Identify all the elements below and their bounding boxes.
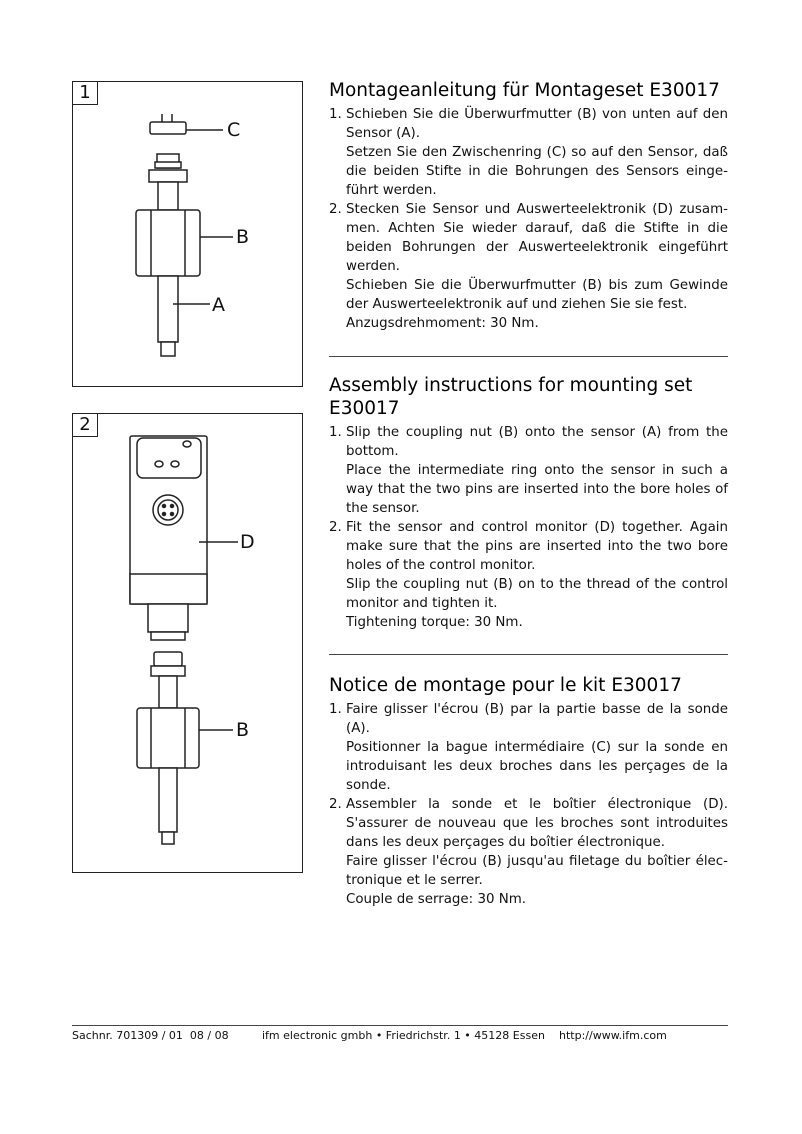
footer-part-number: Sachnr. 701309 / 01 08 / 08 <box>72 1029 229 1042</box>
section-english-steps <box>329 423 728 632</box>
sensor-rod <box>158 276 178 342</box>
figure-2-panel <box>72 413 303 873</box>
coupling-nut <box>136 210 200 276</box>
figure-1-label-c: C <box>227 119 241 141</box>
monitor-base <box>130 574 207 604</box>
sensor-neck-2 <box>159 676 177 708</box>
step-paragraph: Assembler la sonde et le boîtier électronique (D). S'assurer de nouveau que les broches sont introduites dans les deux perçages du boîtier électronique. <box>346 797 728 850</box>
step-number: 1. <box>329 702 342 717</box>
thread-collar <box>151 632 185 640</box>
step-2 <box>329 795 728 909</box>
step-paragraph: Positionner la bague intermédiaire (C) sur la sonde en introduisant les deux broches dans les perçages de la sonde. <box>346 740 728 793</box>
intermediate-ring <box>150 122 186 134</box>
step-number: 1. <box>329 425 342 440</box>
section-german-title: Montageanleitung für Montageset E30017 <box>329 80 720 101</box>
step-2 <box>329 518 728 632</box>
step-2 <box>329 200 728 333</box>
sensor-tip-2 <box>162 832 174 844</box>
figure-1-label-b: B <box>236 226 250 248</box>
sensor-flange-2 <box>151 666 185 676</box>
step-paragraph: Schieben Sie die Überwurfmutter (B) bis zum Gewinde der Auswerteelektronik auf und ziehen Sie sie fest. <box>346 278 728 312</box>
figure-2-label-d: D <box>240 531 255 553</box>
led-1 <box>155 461 163 467</box>
sensor-tip <box>161 342 175 356</box>
section-english <box>329 374 728 632</box>
step-paragraph: Stecken Sie Sensor und Auswerteelektronik (D) zusammen. Achten Sie wieder darauf, daß die Stifte in die beiden Bohrungen der Auswerteelektronik eingeführt werden. <box>346 202 728 274</box>
monitor-thread <box>148 604 188 632</box>
step-number: 1. <box>329 107 342 122</box>
intermediate-ring-2 <box>154 652 182 666</box>
led-2 <box>171 461 179 467</box>
step-paragraph: Fit the sensor and control monitor (D) together. Again make sure that the pins are inserted into the two bore holes of the control monitor. <box>346 520 728 573</box>
section-english-title: Assembly instructions for mounting set E30017 <box>329 375 693 419</box>
page-footer <box>72 1025 728 1042</box>
sensor-rod-2 <box>159 768 177 832</box>
figure-2-label-b: B <box>236 719 250 741</box>
step-paragraph: Faire glisser l'écrou (B) par la partie basse de la sonde (A). <box>346 702 728 736</box>
sensor-flange <box>149 170 187 182</box>
footer-url[interactable]: http://www.ifm.com <box>559 1029 667 1042</box>
step-paragraph: Schieben Sie die Überwurfmutter (B) von unten auf den Sensor (A). <box>346 107 728 141</box>
figure-2-drawing <box>73 414 302 872</box>
step-1 <box>329 423 728 518</box>
step-paragraph: Couple de serrage: 30 Nm. <box>346 892 527 907</box>
step-1 <box>329 105 728 200</box>
figure-2-number: 2 <box>73 414 98 437</box>
divider <box>329 356 728 357</box>
figure-1-drawing <box>73 82 302 386</box>
section-french-steps <box>329 700 728 909</box>
sensor-neck <box>158 182 178 210</box>
step-paragraph: Anzugsdrehmoment: 30 Nm. <box>346 316 539 331</box>
section-german <box>329 79 728 333</box>
sensor-connector-ring <box>155 162 181 168</box>
step-paragraph: Slip the coupling nut (B) onto the sensor (A) from the bottom. <box>346 425 728 459</box>
footer-company: ifm electronic gmbh • Friedrichstr. 1 • 45128 Essen <box>262 1029 545 1042</box>
step-number: 2. <box>329 202 342 217</box>
step-paragraph: Slip the coupling nut (B) on to the thread of the control monitor and tighten it. <box>346 577 728 611</box>
coupling-nut-2 <box>137 708 199 768</box>
step-1 <box>329 700 728 795</box>
button <box>183 441 191 447</box>
section-french <box>329 674 728 909</box>
step-paragraph: Place the intermediate ring onto the sensor in such a way that the two pins are inserted into the bore holes of the sensor. <box>346 463 728 516</box>
figure-1-panel <box>72 81 303 387</box>
divider <box>329 654 728 655</box>
step-number: 2. <box>329 797 342 812</box>
figure-1-label-a: A <box>212 294 225 316</box>
section-french-title: Notice de montage pour le kit E30017 <box>329 675 682 696</box>
figure-1-number: 1 <box>73 82 98 105</box>
step-paragraph: Tightening torque: 30 Nm. <box>346 615 523 630</box>
step-paragraph: Setzen Sie den Zwischenring (C) so auf den Sensor, daß die beiden Stifte in die Bohrungen des Sensors eingeführt werden. <box>346 145 728 198</box>
section-german-steps <box>329 105 728 333</box>
step-number: 2. <box>329 520 342 535</box>
step-paragraph: Faire glisser l'écrou (B) jusqu'au filetage du boîtier électronique et le serrer. <box>346 854 728 888</box>
